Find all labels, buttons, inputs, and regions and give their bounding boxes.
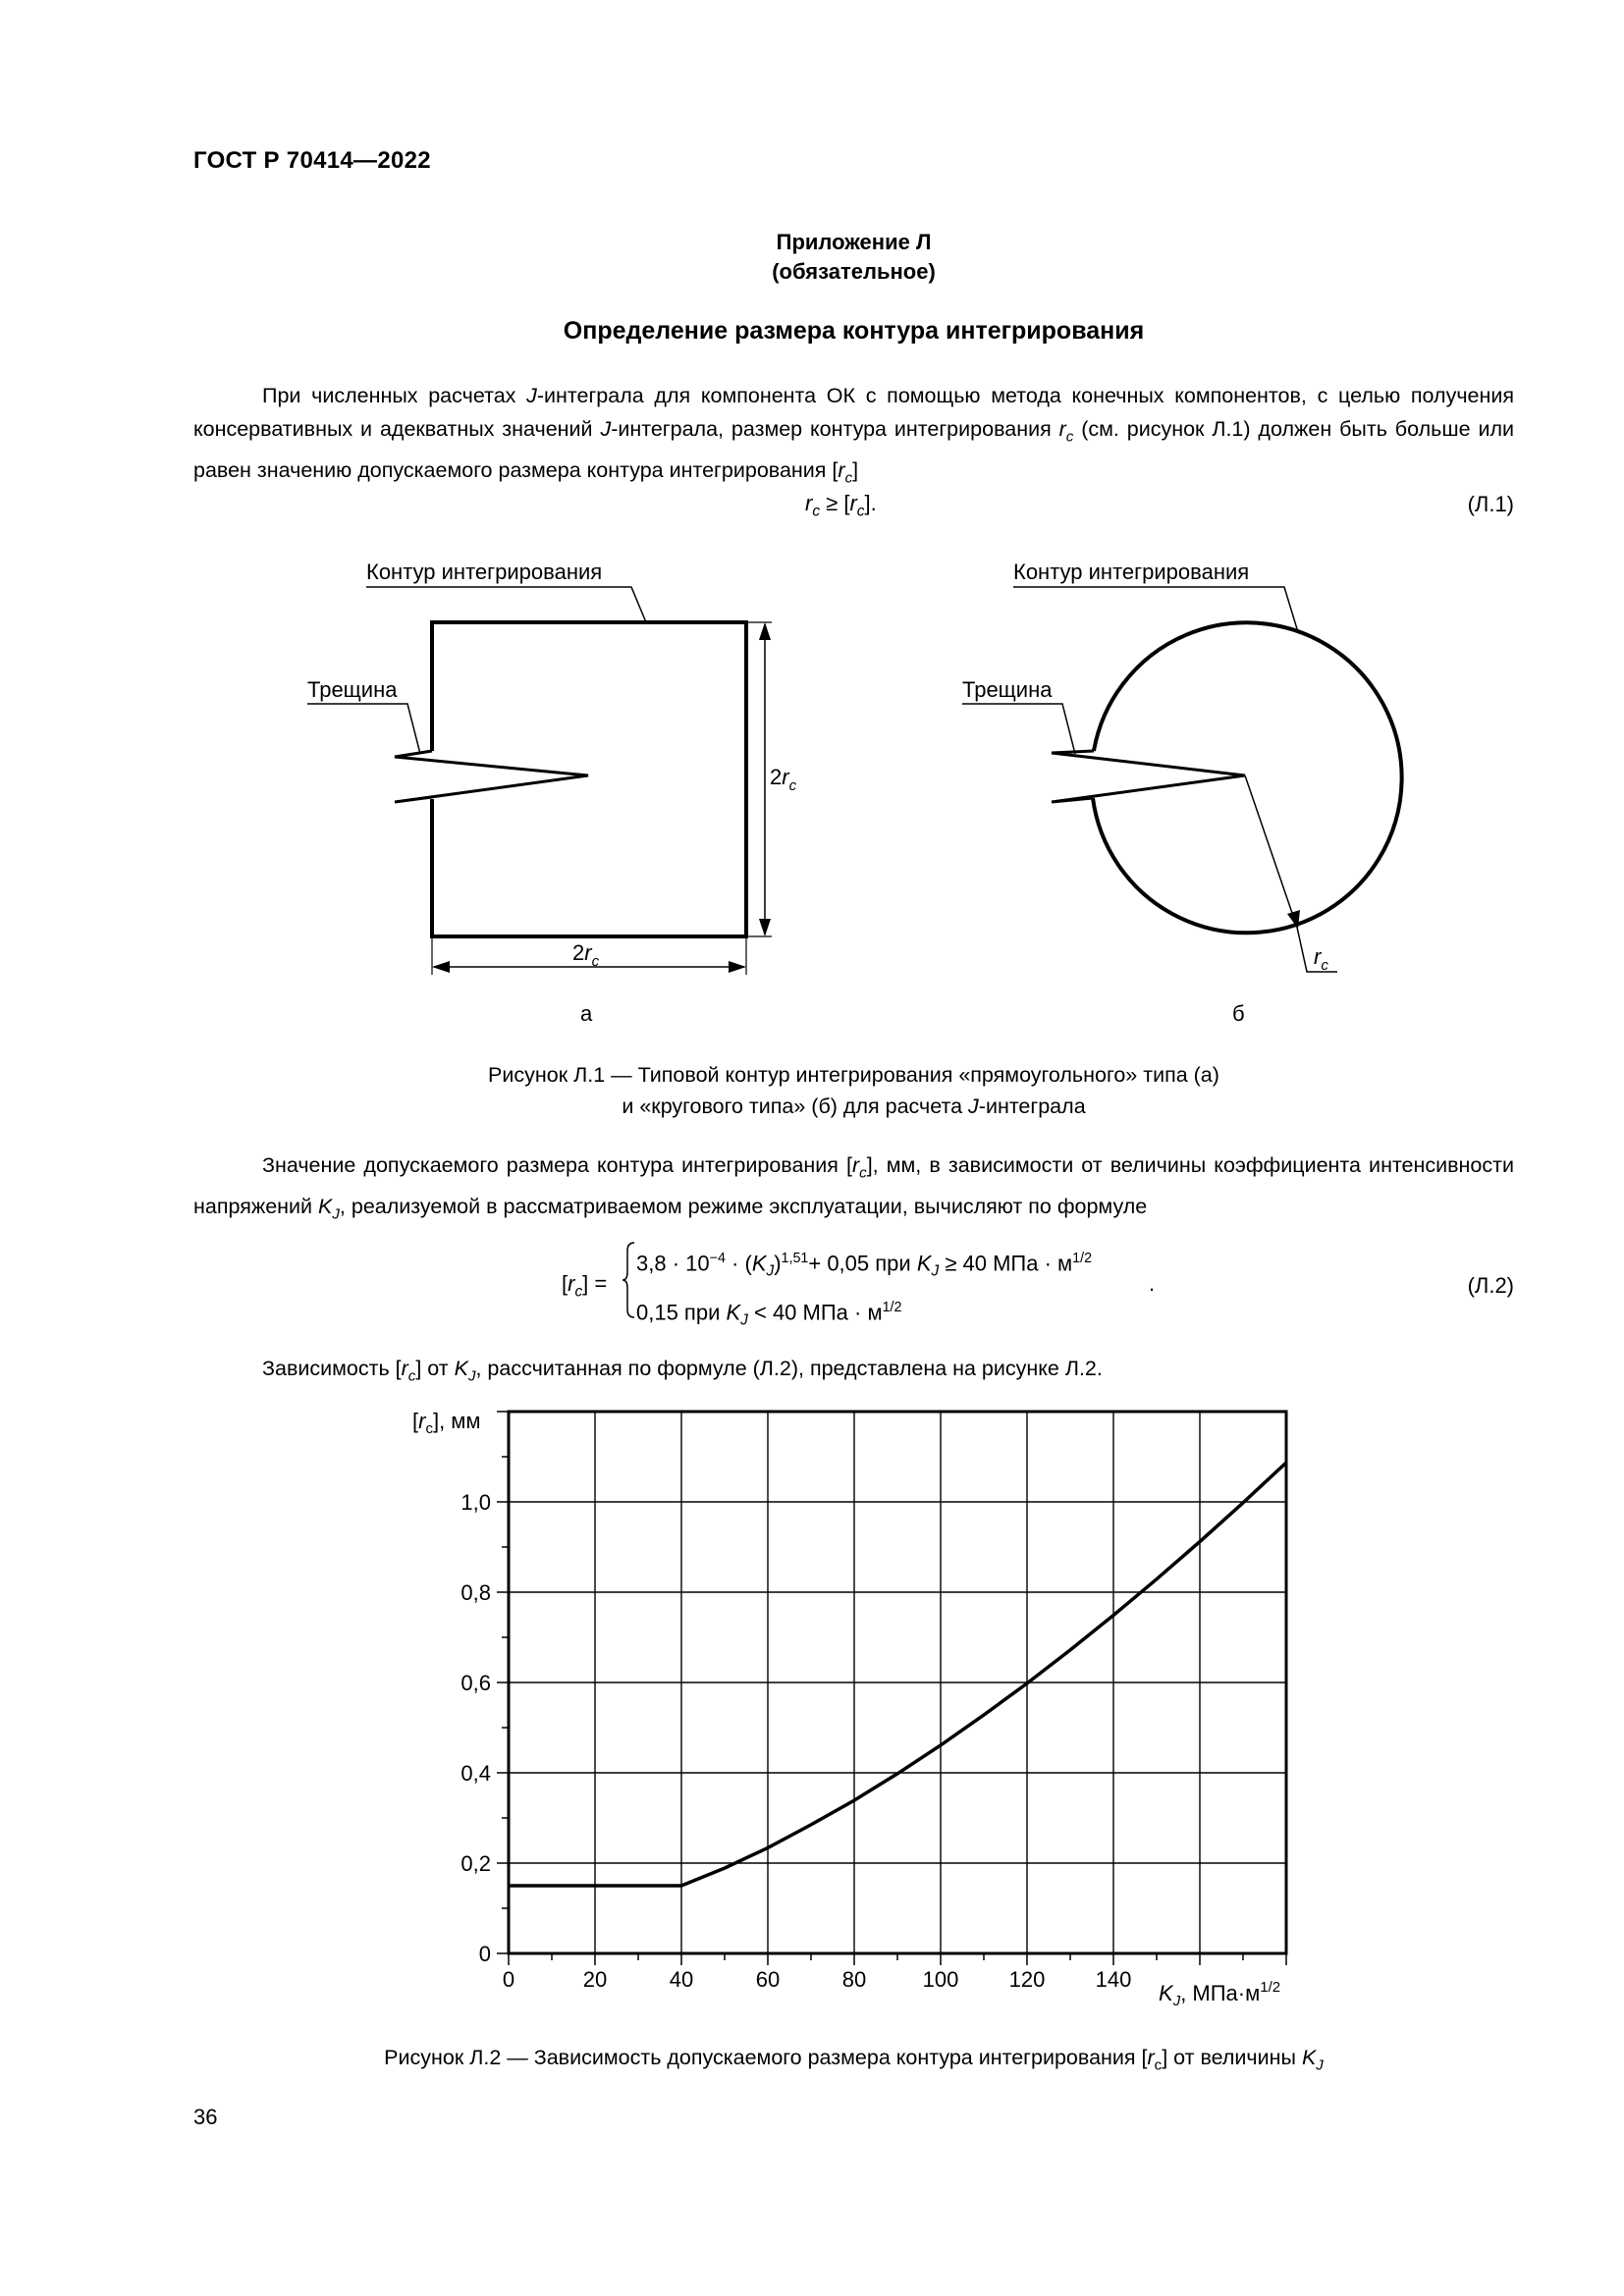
- subfigure-letter-a: а: [580, 1001, 593, 1026]
- circular-contour: [1093, 622, 1402, 933]
- chart-grid: [509, 1412, 1286, 1953]
- paragraph-2: Значение допускаемого размера контура интегрирования $[r_c]$, мм, в зависимости от величины коэффициента интенсивности напряжений $K_J$, реализуемой в рассматриваемом режиме эксплуатации, вычисляют по формуле: [193, 1153, 1514, 1223]
- equation-l2-lhs: $[r_c]$ =: [562, 1271, 608, 1301]
- x-tick-label: 60: [755, 1967, 781, 1992]
- x-tick-label: 120: [1008, 1967, 1046, 1992]
- paragraph-3: Зависимость $[r_c]$ от $K_J$, рассчитанная по формуле (Л.2), представлена на рисунке Л.2.: [262, 1357, 1103, 1385]
- appendix-status: (обязательное): [772, 259, 936, 284]
- x-tick-label: 20: [582, 1967, 608, 1992]
- crack-label-a: Трещина: [307, 677, 398, 702]
- x-tick-label: 80: [841, 1967, 867, 1992]
- radius-line: [1245, 775, 1293, 916]
- y-tick-label: 0,6: [460, 1671, 491, 1695]
- radius-label: $r_c$: [1314, 944, 1328, 974]
- paragraph-1: При численных расчетах J-интеграла для компонента ОК с помощью метода конечных компонентов, с целью получения консервативных и адекватных значений J-интеграла, размер контура интегрирования $r_c$ (см. рисунок Л.1) должен быть больше или равен значению допускаемого размера контура интегрирования $[r_c]$: [193, 384, 1515, 487]
- figure-l2-caption: Рисунок Л.2 — Зависимость допускаемого размера контура интегрирования $[r_c]$ от величины $K_J$: [384, 2046, 1324, 2074]
- chart-x-axis-label: $K_J$, $МПа\cdot м^{1/2}$: [1159, 1979, 1281, 2009]
- equation-l2-dot: .: [1149, 1271, 1156, 1296]
- figure-l1-a: [307, 560, 797, 1026]
- dimension-horizontal-label: $2r_c$: [572, 940, 600, 970]
- equation-l2-case-1: $3,8 \cdot 10^{-4} \cdot (K_J)^{1,51}+ 0,05$ при $K_J \ge 40$ МПа · $м^{1/2}$: [636, 1251, 1093, 1280]
- equation-number-l1: (Л.1): [1467, 492, 1514, 516]
- x-tick-label: 0: [502, 1967, 515, 1992]
- subfigure-letter-b: б: [1232, 1001, 1245, 1026]
- equation-number-l2: (Л.2): [1467, 1273, 1514, 1298]
- appendix-heading: [193, 228, 1514, 287]
- appendix-name: Приложение Л: [776, 230, 932, 254]
- section-title: Определение размера контура интегрирования: [563, 317, 1145, 345]
- equation-l1: $r_c \ge [r_c]$.: [805, 491, 877, 520]
- dimension-vertical-label: $2r_c$: [770, 765, 797, 794]
- document-header: ГОСТ Р 70414—2022: [193, 147, 431, 174]
- x-tick-label: 100: [922, 1967, 959, 1992]
- y-tick-label: 0,2: [460, 1851, 491, 1876]
- crack-label-b: Трещина: [962, 677, 1053, 702]
- y-tick-label: 0,8: [460, 1580, 491, 1605]
- x-tick-label: 140: [1095, 1967, 1132, 1992]
- figure-l1: [0, 550, 1624, 1041]
- crack-a: [395, 751, 588, 802]
- rectangular-contour: [432, 622, 746, 936]
- crack-b: [1052, 751, 1245, 802]
- figure-l1-caption: Рисунок Л.1 — Типовой контур интегрирования «прямоугольного» типа (а) и «кругового типа» (б) для расчета J-интеграла: [488, 1063, 1219, 1118]
- equation-l2-brace: [622, 1241, 635, 1319]
- contour-label-b: Контур интегрирования: [1013, 560, 1250, 584]
- y-tick-label: 1,0: [460, 1490, 491, 1515]
- page-number: 36: [193, 2105, 218, 2129]
- y-tick-label: 0: [478, 1942, 491, 1966]
- chart-tick-labels: [460, 1490, 1131, 1992]
- x-tick-label: 40: [669, 1967, 694, 1992]
- chart-y-axis-label: $[r_c]$, мм: [412, 1409, 481, 1437]
- y-tick-label: 0,4: [460, 1761, 491, 1786]
- equation-l2-case-2: 0,15 при $K_J < 40$ МПа · $м^{1/2}$: [636, 1299, 902, 1329]
- contour-label-a: Контур интегрирования: [366, 560, 603, 584]
- figure-l1-b: [962, 560, 1402, 1026]
- figure-l2-chart: [0, 1394, 1624, 2022]
- chart-ticks: [497, 1412, 1286, 1965]
- equation-l2-cases: [636, 1241, 1092, 1338]
- series-line-rc: [509, 1463, 1286, 1886]
